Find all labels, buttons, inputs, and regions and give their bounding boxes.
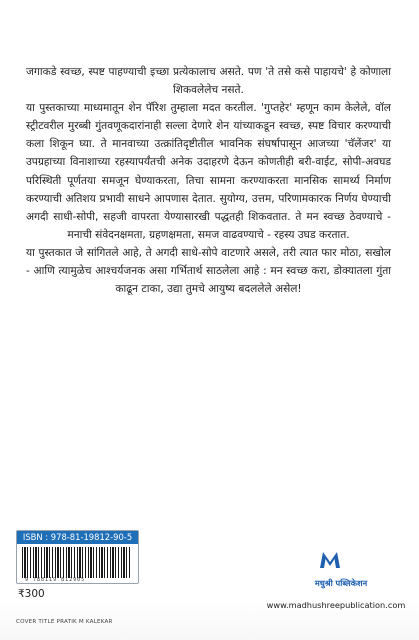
- isbn-barcode-box: [16, 530, 139, 584]
- barcode-digits: 9 788119 812905: [25, 577, 86, 583]
- isbn-label: ISBN : 978-81-19812-90-5: [17, 531, 138, 544]
- publisher-logo-icon: [317, 546, 343, 572]
- price: ₹300: [18, 588, 45, 600]
- book-blurb: [26, 63, 391, 298]
- publisher-name: मधुश्री पब्लिकेशन: [314, 578, 368, 588]
- cover-credit: COVER TITLE PRATIK M KALEKAR: [16, 619, 113, 625]
- blurb-paragraph-3: या पुस्तकात जे सांगितले आहे, ते अगदी साधे-सोपे वाटणारे असले, तरी त्यात फार मोठा, सखोल - आणि त्यामुळेच आश्चर्यजनक असा गर्भितार्थ साठलेला आहे : मन स्वच्छ करा, डोक्यातला गुंता काढून टाका, उद्या तुमचे आयुष्य बदललेले असेल!: [26, 246, 391, 296]
- blurb-paragraph-2: या पुस्तकाच्या माध्यमातून शेन पॅरिश तुम्हाला मदत करतील. 'गुप्तहेर' म्हणून काम केलेले, वॉल स्ट्रीटवरील मुरब्बी गुंतवणूकदारांनाही सल्ला देणारे शेन यांच्याकडून स्वच्छ, स्पष्ट विचार करण्याची कला शिकून घ्या. ते मानवाच्या उत्क्रांतिदृष्टीतील भावनिक संघर्षापासून आजच्या 'चॅलेंजर' या उपग्रहाच्या विनाशाच्या रहस्यापर्यंतची अनेक उदाहरणे देऊन कोणतीही बरी-वाईट, सोपी-अवघड परिस्थिती पूर्णतया समजून घेण्याकरता, तिचा सामना करण्याकरता मानसिक सामर्थ्य निर्माण करण्याची अतिशय प्रभावी साधने आपणास देतात. सुयोग्य, उत्तम, परिणामकारक निर्णय घेण्याची अगदी साधी-सोपी, सहजी वापरता येण्यासारखी पद्धतही शिकवतात. ते मन स्वच्छ ठेवण्याचे - मनाची संवेदनक्षमता, ग्रहणक्षमता, समज वाढवण्याचे - रहस्य उघड करतात.: [26, 102, 391, 241]
- publisher-url: www.madhushreepublication.com: [266, 600, 406, 610]
- barcode-icon: [22, 547, 131, 578]
- blurb-paragraph-1: जगाकडे स्वच्छ, स्पष्ट पाहण्याची इच्छा प्रत्येकालाच असते. पण 'ते तसे कसे पाहायचे' हे कोणाला शिकवलेलेच नसते.: [26, 66, 391, 97]
